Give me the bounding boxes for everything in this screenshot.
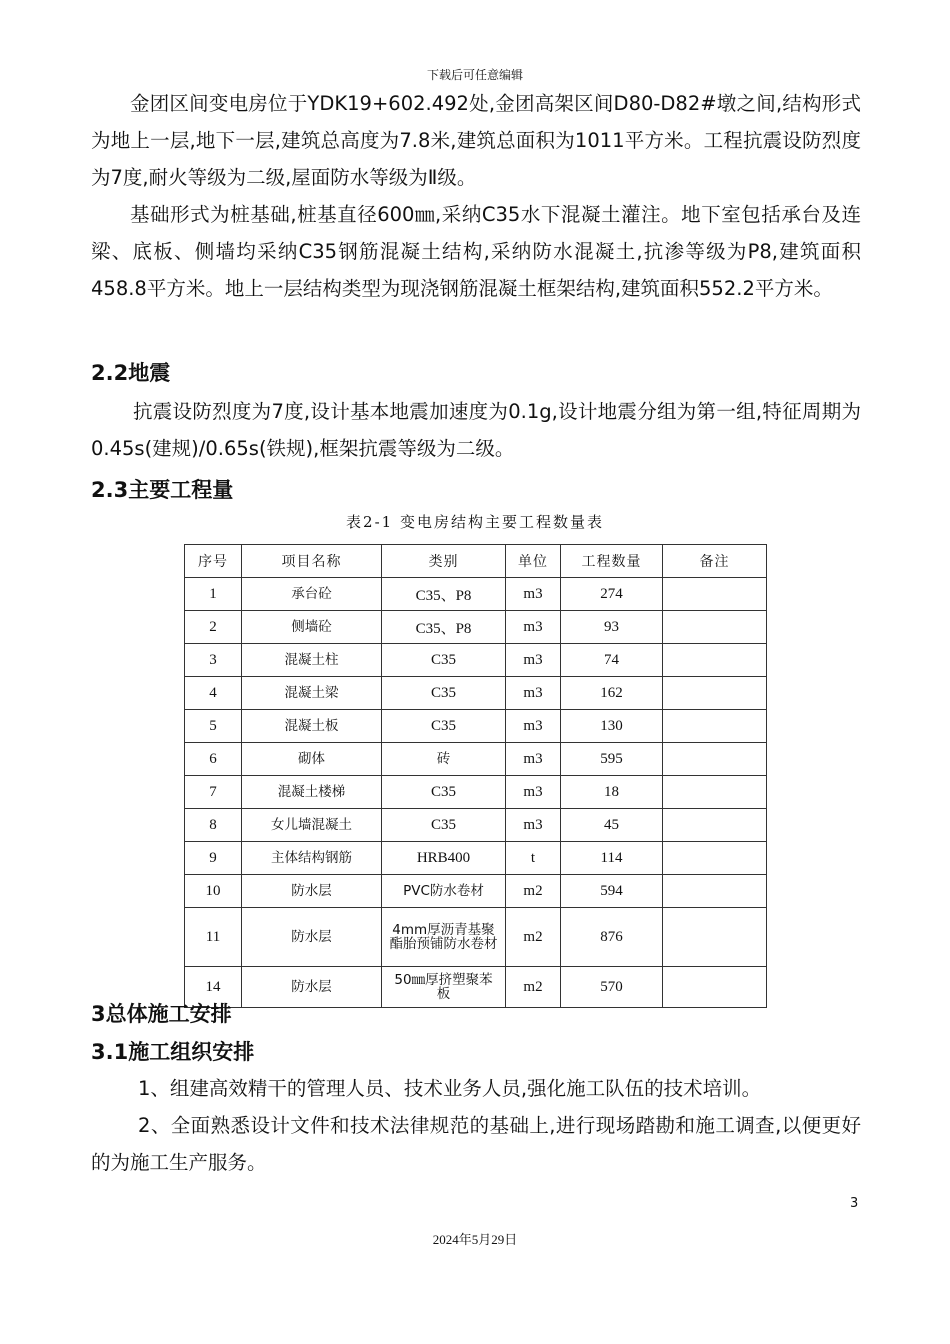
cell-category: C35 [382, 644, 506, 677]
cell-item: 主体结构钢筋 [242, 842, 382, 875]
cell-category: 4mm厚沥青基聚酯胎预铺防水卷材 [382, 908, 506, 967]
cell-remark [663, 875, 767, 908]
cell-quantity: 114 [561, 842, 663, 875]
cell-category: C35、P8 [382, 611, 506, 644]
cell-item: 女儿墙混凝土 [242, 809, 382, 842]
cell-quantity: 570 [561, 967, 663, 1008]
cell-index: 3 [185, 644, 242, 677]
section-3-1-title: 3.1施工组织安排 [91, 1040, 255, 1064]
table-row [185, 677, 767, 710]
cell-index: 8 [185, 809, 242, 842]
cell-quantity: 274 [561, 578, 663, 611]
cell-index: 5 [185, 710, 242, 743]
cell-category: PVC防水卷材 [382, 875, 506, 908]
cell-item: 混凝土楼梯 [242, 776, 382, 809]
cell-index: 14 [185, 967, 242, 1008]
cell-index: 11 [185, 908, 242, 967]
cell-remark [663, 710, 767, 743]
cell-index: 10 [185, 875, 242, 908]
table-row [185, 578, 767, 611]
paragraph-overview: 金团区间变电房位于YDK19+602.492处,金团高架区间D80-D82#墩之间,结构形式为地上一层,地下一层,建筑总高度为7.8米,建筑总面积为1011平方米。工程抗震设防烈度为7度,耐火等级为二级,屋面防水等级为Ⅱ级。 [91, 92, 861, 189]
paragraph-foundation: 基础形式为桩基础,桩基直径600㎜,采纳C35水下混凝土灌注。地下室包括承台及连梁、底板、侧墙均采纳C35钢筋混凝土结构,采纳防水混凝土,抗渗等级为P8,建筑面积458.8平方米。地上一层结构类型为现浇钢筋混凝土框架结构,建筑面积552.2平方米。 [91, 203, 861, 300]
cell-index: 9 [185, 842, 242, 875]
cell-item: 防水层 [242, 875, 382, 908]
cell-unit: m3 [506, 677, 561, 710]
table-row [185, 611, 767, 644]
cell-quantity: 876 [561, 908, 663, 967]
cell-remark [663, 809, 767, 842]
cell-quantity: 162 [561, 677, 663, 710]
cell-index: 4 [185, 677, 242, 710]
cell-unit: m3 [506, 710, 561, 743]
cell-quantity: 18 [561, 776, 663, 809]
cell-remark [663, 842, 767, 875]
cell-remark [663, 908, 767, 967]
table-row [185, 875, 767, 908]
column-header: 序号 [185, 545, 242, 578]
cell-unit: m2 [506, 875, 561, 908]
intro-paragraphs [91, 85, 861, 307]
cell-item: 侧墙砼 [242, 611, 382, 644]
cell-item: 防水层 [242, 908, 382, 967]
cell-index: 2 [185, 611, 242, 644]
footer-date: 2024年5月29日 [432, 1232, 518, 1247]
cell-item: 砌体 [242, 743, 382, 776]
table-row [185, 743, 767, 776]
cell-unit: m3 [506, 644, 561, 677]
cell-remark [663, 776, 767, 809]
cell-index: 6 [185, 743, 242, 776]
cell-item: 承台砼 [242, 578, 382, 611]
table-row [185, 908, 767, 967]
cell-category: C35 [382, 677, 506, 710]
cell-quantity: 594 [561, 875, 663, 908]
cell-remark [663, 743, 767, 776]
page-header: 下载后可任意编辑 [426, 68, 523, 82]
cell-remark [663, 611, 767, 644]
cell-item: 混凝土梁 [242, 677, 382, 710]
table-row [185, 776, 767, 809]
table-row [185, 809, 767, 842]
cell-remark [663, 578, 767, 611]
table-row [185, 644, 767, 677]
section-3-title: 3总体施工安排 [91, 1002, 232, 1026]
cell-quantity: 93 [561, 611, 663, 644]
cell-quantity: 74 [561, 644, 663, 677]
cell-item: 混凝土柱 [242, 644, 382, 677]
table-caption: 表2-1 变电房结构主要工程数量表 [346, 513, 604, 531]
table-row [185, 967, 767, 1008]
section-3-1-body [91, 1070, 861, 1181]
cell-unit: m3 [506, 578, 561, 611]
column-header: 项目名称 [242, 545, 382, 578]
cell-category: 砖 [382, 743, 506, 776]
column-header: 工程数量 [561, 545, 663, 578]
cell-category: C35 [382, 776, 506, 809]
cell-unit: t [506, 842, 561, 875]
cell-category: C35 [382, 809, 506, 842]
section-2-2-body [91, 393, 861, 467]
cell-category: C35 [382, 710, 506, 743]
cell-quantity: 595 [561, 743, 663, 776]
section-2-2-title: 2.2地震 [91, 361, 171, 385]
cell-unit: m3 [506, 743, 561, 776]
cell-item: 混凝土板 [242, 710, 382, 743]
list-item: 1、组建高效精干的管理人员、技术业务人员,强化施工队伍的技术培训。 [138, 1077, 762, 1100]
cell-remark [663, 967, 767, 1008]
section-2-3-title: 2.3主要工程量 [91, 478, 234, 502]
table-row [185, 710, 767, 743]
cell-index: 7 [185, 776, 242, 809]
cell-category: C35、P8 [382, 578, 506, 611]
cell-quantity: 45 [561, 809, 663, 842]
cell-quantity: 130 [561, 710, 663, 743]
cell-category: HRB400 [382, 842, 506, 875]
cell-index: 1 [185, 578, 242, 611]
table-row [185, 842, 767, 875]
cell-remark [663, 644, 767, 677]
column-header: 备注 [663, 545, 767, 578]
cell-unit: m3 [506, 776, 561, 809]
cell-unit: m2 [506, 967, 561, 1008]
table-header-row [185, 545, 767, 578]
cell-item: 防水层 [242, 967, 382, 1008]
cell-unit: m2 [506, 908, 561, 967]
page-number: 3 [850, 1196, 859, 1211]
paragraph-seismic: 抗震设防烈度为7度,设计基本地震加速度为0.1g,设计地震分组为第一组,特征周期为0.45s(建规)/0.65s(铁规),框架抗震等级为二级。 [91, 400, 861, 460]
cell-unit: m3 [506, 611, 561, 644]
quantity-table [184, 544, 767, 1008]
column-header: 类别 [382, 545, 506, 578]
list-item: 2、全面熟悉设计文件和技术法律规范的基础上,进行现场踏勘和施工调查,以便更好的为施工生产服务。 [91, 1114, 861, 1174]
cell-remark [663, 677, 767, 710]
column-header: 单位 [506, 545, 561, 578]
cell-unit: m3 [506, 809, 561, 842]
cell-category: 50㎜厚挤塑聚苯板 [382, 967, 506, 1008]
